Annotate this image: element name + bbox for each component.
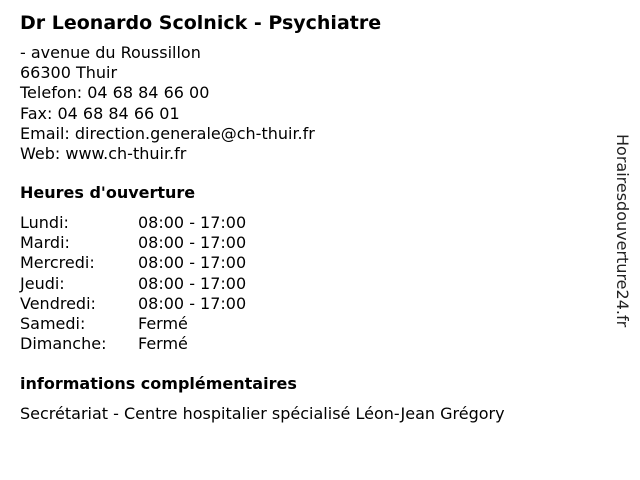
time-value: Fermé xyxy=(138,334,188,354)
email-address: Email: direction.generale@ch-thuir.fr xyxy=(20,123,315,143)
time-value: 08:00 - 17:00 xyxy=(138,293,247,313)
hours-row-wednesday xyxy=(20,253,320,273)
website-address: Web: www.ch-thuir.fr xyxy=(20,144,187,164)
hours-row-saturday xyxy=(20,314,320,334)
opening-hours-heading: Heures d'ouverture xyxy=(20,183,196,202)
phone-number: Telefon: 04 68 84 66 00 xyxy=(20,83,210,103)
contact-block xyxy=(20,43,315,164)
additional-info-heading: informations complémentaires xyxy=(20,374,297,393)
time-value: 08:00 - 17:00 xyxy=(138,273,247,293)
day-label: Mardi: xyxy=(20,233,70,253)
day-label: Dimanche: xyxy=(20,334,107,354)
hours-row-thursday xyxy=(20,274,320,294)
hours-row-tuesday xyxy=(20,233,320,253)
day-label: Samedi: xyxy=(20,313,86,333)
time-value: Fermé xyxy=(138,313,188,333)
street-address: - avenue du Roussillon xyxy=(20,43,201,62)
page-title: Dr Leonardo Scolnick - Psychiatre xyxy=(20,12,382,34)
hours-row-sunday xyxy=(20,334,320,354)
additional-info-text: Secrétariat - Centre hospitalier spécialisé Léon-Jean Grégory xyxy=(20,404,505,423)
hours-row-monday xyxy=(20,213,320,233)
fax-number: Fax: 04 68 84 66 01 xyxy=(20,103,180,123)
site-watermark-label: Horairesdouverture24.fr xyxy=(613,134,632,328)
opening-hours-table xyxy=(20,213,320,354)
city-postcode: 66300 Thuir xyxy=(20,63,118,83)
time-value: 08:00 - 17:00 xyxy=(138,233,247,253)
hours-row-friday xyxy=(20,294,320,314)
day-label: Vendredi: xyxy=(20,293,96,313)
time-value: 08:00 - 17:00 xyxy=(138,213,247,232)
day-label: Jeudi: xyxy=(20,273,65,293)
day-label: Lundi: xyxy=(20,213,69,232)
time-value: 08:00 - 17:00 xyxy=(138,253,247,273)
day-label: Mercredi: xyxy=(20,253,95,273)
